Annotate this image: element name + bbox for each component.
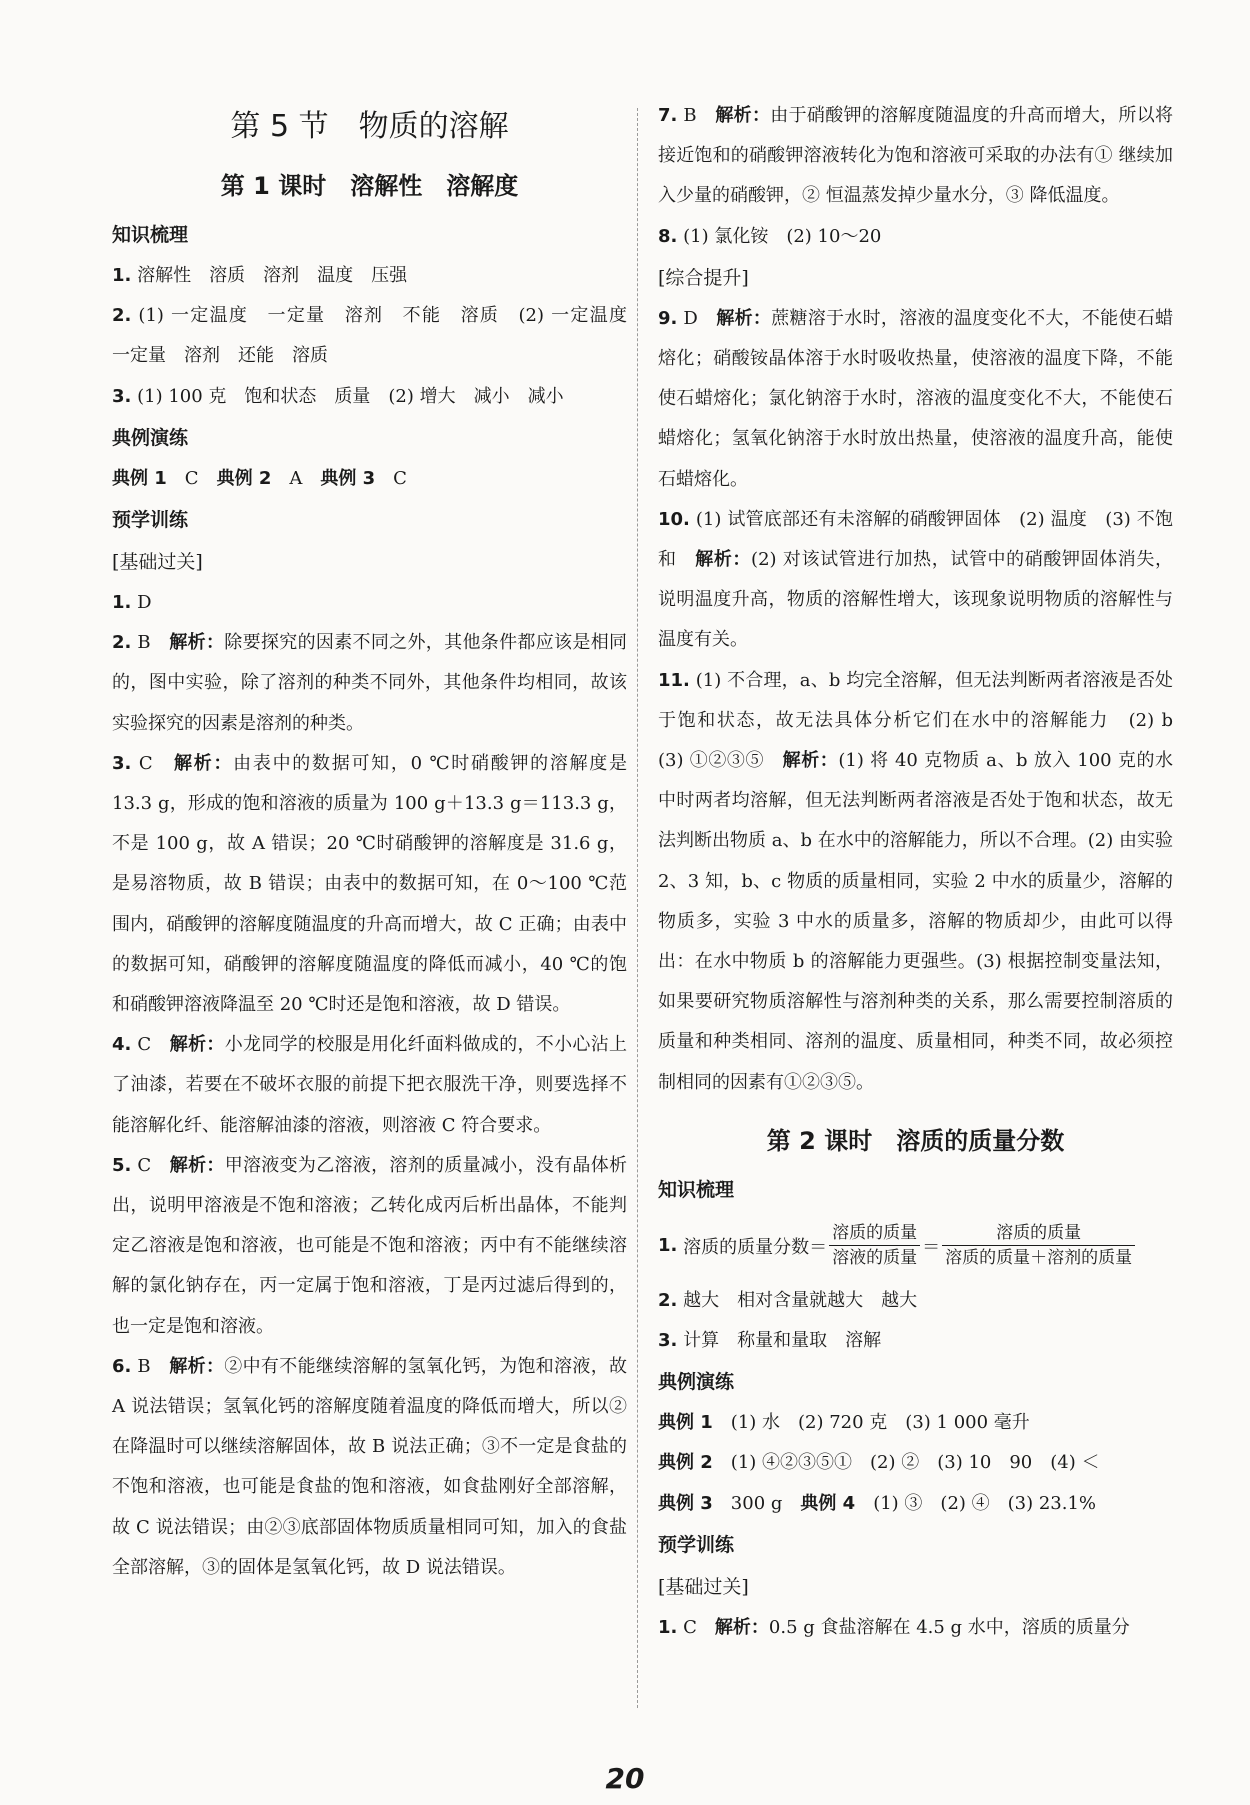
knowledge2-item-3: 3. 计算 称量和量取 溶解	[658, 1330, 882, 1352]
question-10: 10. (1) 试管底部还有未溶解的硝酸钾固体 (2) 温度 (3) 不饱和 解析：(2) 对该试管进行加热，试管中的硝酸钾固体消失，说明温度升高，物质的溶解性增大，该现象说明物质的溶解性与温度有关。	[658, 508, 1174, 651]
question-9: 9. D 解析：蔗糖溶于水时，溶液的温度变化不大，不能使石蜡熔化；硝酸铵晶体溶于水时吸收热量，使溶液的温度下降，不能使石蜡熔化；氯化钠溶于水时，溶液的温度变化不大，不能使石蜡熔化；氢氧化钠溶于水时放出热量，使溶液的温度升高，能使石蜡熔化。	[658, 307, 1173, 490]
heading-practice-2: 预学训练	[658, 1533, 735, 1556]
question-8: 8. (1) 氯化铵 (2) 10～20	[658, 225, 882, 247]
question-5: 5. C 解析：甲溶液变为乙溶液，溶剂的质量减小，没有晶体析出，说明甲溶液是不饱和溶液；乙转化成丙后析出晶体，不能判定乙溶液是饱和溶液，也可能是不饱和溶液；丙中有不能继续溶解的氯化钠存在，丙一定属于饱和溶液，丁是丙过滤后得到的，也一定是饱和溶液。	[112, 1154, 628, 1337]
fraction-2: $\frac{\text{溶质的质量}}{\text{溶质的质量＋溶剂的质量}}$	[942, 1221, 1135, 1270]
lesson2-title: 第 2 课时 溶质的质量分数	[766, 1126, 1065, 1155]
column-divider	[637, 108, 638, 1708]
knowledge-item-2: 2. (1) 一定温度 一定量 溶剂 不能 溶质 (2) 一定温度 一定量 溶剂 还能 溶质	[112, 305, 645, 367]
example2-1: 典例 1 (1) 水 (2) 720 克 (3) 1 000 毫升	[658, 1412, 1030, 1434]
question-7: 7. B 解析：由于硝酸钾的溶解度随温度的升高而增大，所以将接近饱和的硝酸钾溶液转化为饱和溶液可采取的办法有① 继续加入少量的硝酸钾，② 恒温蒸发掉少量水分，③ 降低温度。	[658, 105, 1174, 207]
example2-2: 典例 2 (1) ④②③⑤① (2) ② (3) 10 90 (4) ＜	[658, 1452, 1100, 1474]
fraction-1: $\frac{\text{溶质的质量}}{\text{溶液的质量}}$	[829, 1221, 920, 1270]
lesson-title: 第 1 课时 溶解性 溶解度	[220, 172, 519, 200]
knowledge-item-1: 1. 溶解性 溶质 溶剂 温度 压强	[112, 265, 408, 286]
heading-knowledge-2: 知识梳理	[658, 1178, 735, 1201]
page-number: 20	[605, 1762, 645, 1795]
section-title: 第 5 节 物质的溶解	[230, 109, 509, 144]
question-6: 6. B 解析：②中有不能继续溶解的氢氧化钙，为饱和溶液，故 A 说法错误；氢氧化钙的溶解度随着温度的降低而增大，所以②在降温时可以继续溶解固体，故 B 说法正确；③不一定是食盐的不饱和溶液，也可能是食盐的饱和溶液，如食盐刚好全部溶解，故 C 说法错误；由②③底部固体物质质量相同可知，加入的食盐全部溶解，③的固体是氢氧化钙，故 D 说法错误。	[112, 1355, 628, 1578]
question2-1: 1. C 解析：0.5 g 食盐溶解在 4.5 g 水中，溶质的质量分	[658, 1616, 1130, 1638]
formula-mass-fraction: 1. 溶质的质量分数＝ $\frac{\text{溶质的质量}}{\text{溶液的质量}}$ ＝ $\frac{\text{溶质的质量}}{\text{溶质的质量＋溶剂的质量}}$	[658, 1211, 1173, 1281]
heading-examples-2: 典例演练	[658, 1371, 735, 1394]
knowledge2-item-2: 2. 越大 相对含量就越大 越大	[658, 1289, 918, 1311]
question-1: 1. D	[112, 592, 152, 614]
example-answers: 典例 1 C 典例 2 A 典例 3 C	[112, 467, 407, 489]
question-4: 4. C 解析：小龙同学的校服是用化纤面料做成的，不小心沾上了油漆，若要在不破坏衣服的前提下把衣服洗干净，则要选择不能溶解化纤、能溶解油漆的溶液，则溶液 C 符合要求。	[112, 1034, 628, 1136]
heading-practice: 预学训练	[112, 509, 189, 532]
question-3: 3. C 解析：由表中的数据可知，0 ℃时硝酸钾的溶解度是 13.3 g，形成的饱和溶液的质量为 100 g＋13.3 g＝113.3 g，不是 100 g，故 A 错误；20 ℃时硝酸钾的溶解度是 31.6 g，是易溶物质，故 B 错误；由表中的数据可知，在 0～100 ℃范围内，硝酸钾的溶解度随温度的升高而增大，故 C 正确；由表中的数据可知，硝酸钾的溶解度随温度的降低而减小，40 ℃的饱和硝酸钾溶液降温至 20 ℃时还是饱和溶液，故 D 错误。	[112, 752, 628, 1016]
subheading-basic: [基础过关]	[112, 551, 203, 574]
subheading-basic-2: [基础过关]	[658, 1575, 749, 1598]
knowledge-item-3: 3. (1) 100 克 饱和状态 质量 (2) 增大 减小 减小	[112, 385, 564, 407]
question-2: 2. B 解析：除要探究的因素不同之外，其他条件都应该是相同的，图中实验，除了溶剂的种类不同外，其他条件均相同，故该实验探究的因素是溶剂的种类。	[112, 632, 628, 734]
subheading-comprehensive: [综合提升]	[658, 266, 749, 289]
heading-examples: 典例演练	[112, 426, 189, 449]
right-column	[658, 96, 1191, 1648]
example2-3-4: 典例 3 300 g 典例 4 (1) ③ (2) ④ (3) 23.1%	[658, 1492, 1097, 1514]
question-11: 11. (1) 不合理，a、b 均完全溶解，但无法判断两者溶液是否处于饱和状态，故无法具体分析它们在水中的溶解能力 (2) b (3) ①②③⑤ 解析：(1) 将 40 克物质 a、b 放入 100 克的水中时两者均溶解，但无法判断两者溶液是否处于饱和状态，故无法判断出物质 a、b 在水中的溶解能力，所以不合理。(2) 由实验 2、3 知，b、c 物质的质量相同，实验 2 中水的质量少，溶解的物质多，实验 3 中水的质量多，溶解的物质却少，由此可以得出：在水中物质 b 的溶解能力更强些。(3) 根据控制变量法知，如果要研究物质溶解性与溶剂种类的关系，那么需要控制溶质的质量和种类相同、溶剂的温度、质量相同，种类不同，故必须控制相同的因素有①②③⑤。	[658, 669, 1191, 1093]
heading-knowledge: 知识梳理	[112, 224, 189, 246]
left-column	[112, 96, 645, 1588]
